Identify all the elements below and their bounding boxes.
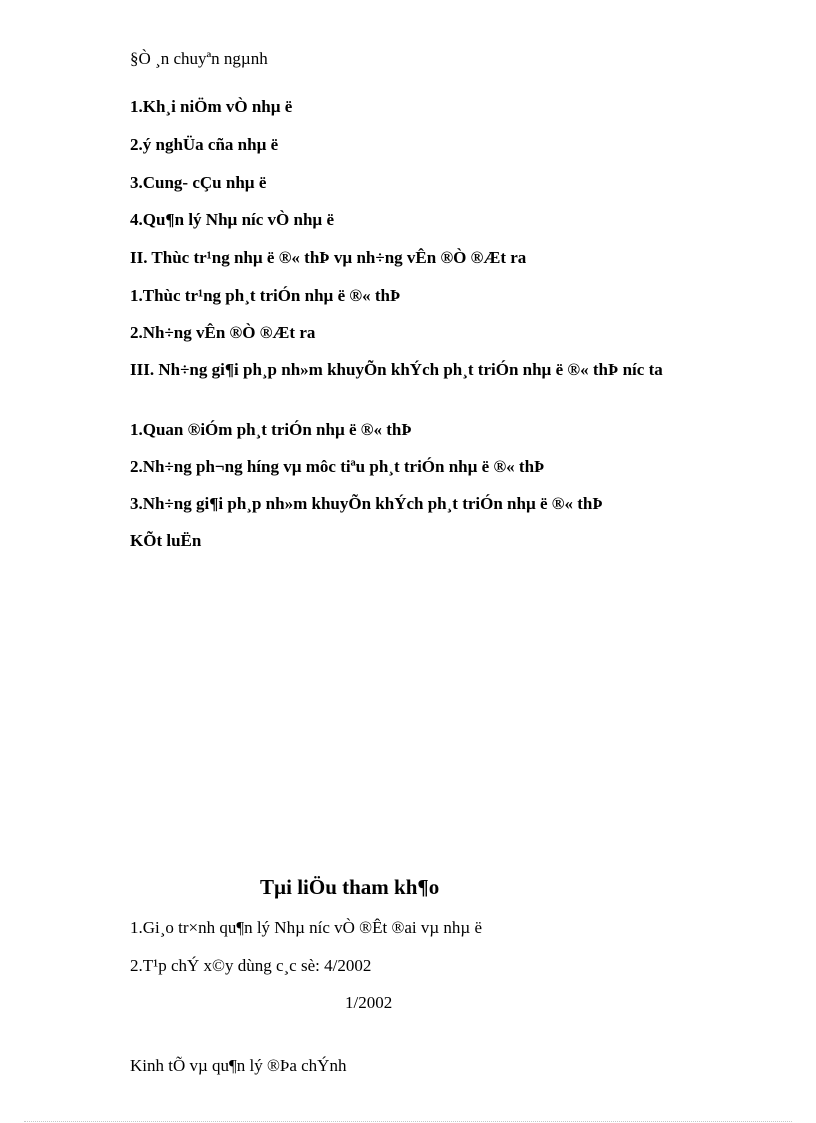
reference-item-2: 2.T¹p chÝ x©y dùng c¸c sè: 4/2002 xyxy=(130,956,372,975)
outline-item-7: 1.Quan ®iÓm ph¸t triÓn nhµ ë ®« thÞ xyxy=(130,420,412,439)
outline-item-8: 2.Nh÷ng ph¬ng híng vµ môc tiªu ph¸t triÓn nhµ ë ®« thÞ xyxy=(130,457,545,476)
conclusion-heading: KÕt luËn xyxy=(130,531,202,550)
outline-item-1: 1.Kh¸i niÖm vÒ nhµ ë xyxy=(130,97,293,116)
section-heading-3: III. Nh÷ng gi¶i ph¸p nh»m khuyÕn khÝch ph¸t triÓn nhµ ë ®« thÞ níc ta xyxy=(130,360,663,379)
outline-item-2: 2.ý nghÜa cña nhµ ë xyxy=(130,135,279,154)
section-heading-2: II. Thùc tr¹ng nhµ ë ®« thÞ vµ nh÷ng vÊn ®Ò ®Æt ra xyxy=(130,248,527,267)
reference-item-1: 1.Gi¸o tr×nh qu¶n lý Nhµ níc vÒ ®Êt ®ai vµ nhµ ë xyxy=(130,918,483,937)
references-heading: Tµi liÖu tham kh¶o xyxy=(260,875,440,899)
outline-item-6: 2.Nh÷ng vÊn ®Ò ®Æt ra xyxy=(130,323,316,342)
outline-item-5: 1.Thùc tr¹ng ph¸t triÓn nhµ ë ®« thÞ xyxy=(130,286,401,305)
outline-item-9: 3.Nh÷ng gi¶i ph¸p nh»m khuyÕn khÝch ph¸t triÓn nhµ ë ®« thÞ xyxy=(130,494,603,513)
reference-item-2-continued: 1/2002 xyxy=(345,993,393,1012)
document-title: §Ò ¸n chuyªn ngµnh xyxy=(130,49,268,68)
outline-item-3: 3.Cung- cÇu nhµ ë xyxy=(130,173,267,192)
outline-item-4: 4.Qu¶n lý Nhµ níc vÒ nhµ ë xyxy=(130,210,335,229)
reference-item-3: Kinh tÕ vµ qu¶n lý ®Þa chÝnh xyxy=(130,1056,347,1075)
page-bottom-edge xyxy=(24,1121,792,1122)
